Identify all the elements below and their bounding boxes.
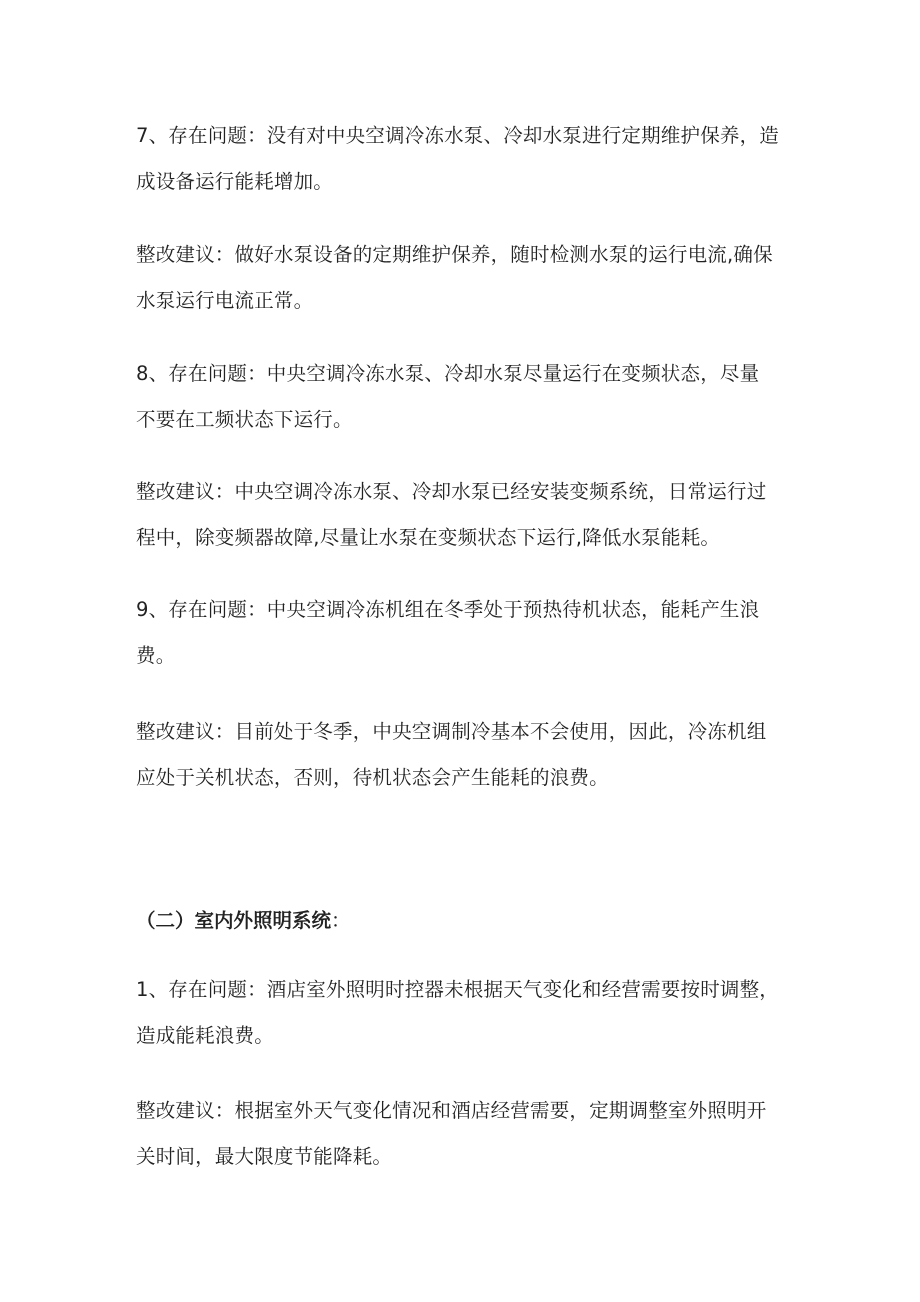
issue-8-paragraph xyxy=(136,351,796,443)
text-line: 整改建议：目前处于冬季，中央空调制冷基本不会使用，因此，冷冻机组 xyxy=(136,720,767,743)
suggestion-9-paragraph xyxy=(136,709,796,801)
issue-9-paragraph xyxy=(136,587,796,679)
text-line: 8、存在问题：中央空调冷冻水泵、冷却水泵尽量运行在变频状态，尽量 xyxy=(136,362,760,385)
text-line: 程中，除变频器故障,尽量让水泵在变频状态下运行,降低水泵能耗。 xyxy=(136,526,721,549)
issue-7-paragraph xyxy=(136,113,796,205)
lighting-suggestion-1-paragraph xyxy=(136,1088,796,1180)
text-line: 应处于关机状态，否则，待机状态会产生能耗的浪费。 xyxy=(136,766,609,789)
text-line: 9、存在问题：中央空调冷冻机组在冬季处于预热待机状态，能耗产生浪 xyxy=(136,598,760,621)
section-heading-title: （二）室内外照明系统 xyxy=(136,909,332,932)
suggestion-8-paragraph xyxy=(136,469,796,561)
text-line: 造成能耗浪费。 xyxy=(136,1024,274,1047)
text-line: 整改建议：根据室外天气变化情况和酒店经营需要，定期调整室外照明开 xyxy=(136,1099,767,1122)
text-line: 1、存在问题：酒店室外照明时控器未根据天气变化和经营需要按时调整， xyxy=(136,978,780,1001)
text-line: 整改建议：做好水泵设备的定期维护保养，随时检测水泵的运行电流,确保 xyxy=(136,243,773,266)
text-line: 关时间，最大限度节能降耗。 xyxy=(136,1145,393,1168)
text-line: 不要在工频状态下运行。 xyxy=(136,408,353,431)
text-line: 整改建议：中央空调冷冻水泵、冷却水泵已经安装变频系统，日常运行过 xyxy=(136,480,767,503)
suggestion-7-paragraph xyxy=(136,232,796,324)
lighting-issue-1-paragraph xyxy=(136,967,796,1059)
section-heading-colon: ： xyxy=(331,909,351,932)
text-line: 费。 xyxy=(136,644,176,667)
text-line: 成设备运行能耗增加。 xyxy=(136,170,334,193)
text-line: 7、存在问题：没有对中央空调冷冻水泵、冷却水泵进行定期维护保养，造 xyxy=(136,124,780,147)
text-line: 水泵运行电流正常。 xyxy=(136,289,314,312)
section-heading-lighting xyxy=(136,898,796,944)
